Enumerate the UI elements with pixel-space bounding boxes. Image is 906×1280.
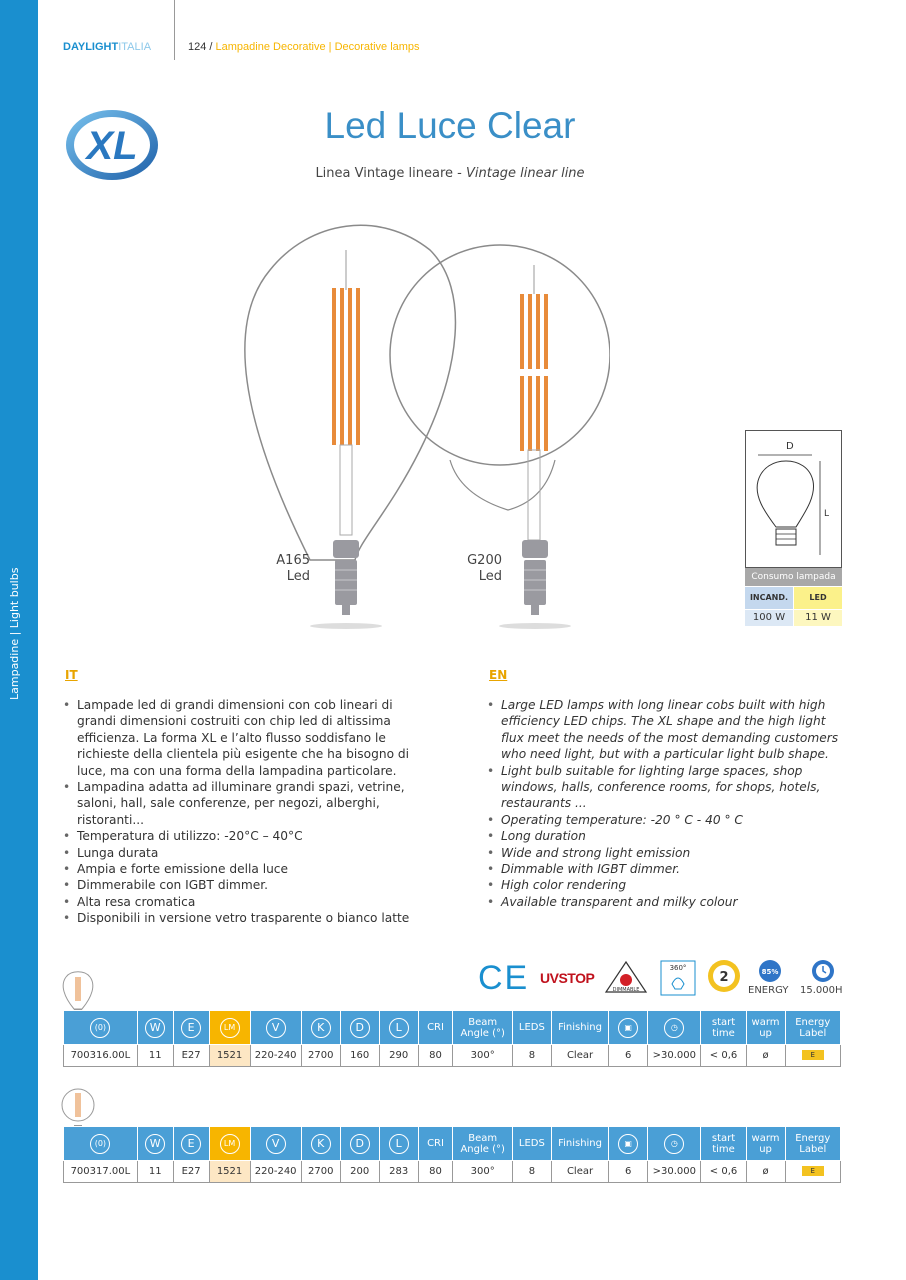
lumen-icon: LM — [220, 1134, 240, 1154]
table-header-row — [64, 1127, 841, 1161]
cri-value: 80 — [418, 1045, 453, 1067]
led-value: 11 W — [794, 610, 842, 626]
table-row — [64, 1161, 841, 1183]
finishing-header: Finishing — [551, 1127, 608, 1161]
incand-value: 100 W — [745, 610, 793, 626]
svg-text:D: D — [786, 441, 794, 452]
beam-header: Beam Angle (°) — [453, 1127, 512, 1161]
dimensions-diagram — [745, 430, 842, 568]
list-item: • High color rendering — [487, 877, 847, 893]
svg-text:360°: 360° — [669, 964, 687, 972]
cri-header: CRI — [418, 1011, 453, 1045]
list-item: • Light bulb suitable for lighting large spaces, shop windows, halls, conference rooms, for shops, hotels, restaurants ... — [487, 763, 847, 812]
watt-value: 11 — [137, 1161, 173, 1183]
list-item: • Disponibili in versione vetro trasparente o bianco latte — [63, 910, 423, 926]
length-icon: L — [389, 1134, 409, 1154]
leds-header: LEDS — [512, 1127, 551, 1161]
energy-header: Energy Label — [785, 1011, 841, 1045]
volt-value: 220-240 — [250, 1045, 301, 1067]
table-row — [64, 1045, 841, 1067]
energy-header: Energy Label — [785, 1127, 841, 1161]
diameter-value: 200 — [340, 1161, 379, 1183]
volt-icon: V — [266, 1018, 286, 1038]
life-value: >30.000 — [648, 1045, 701, 1067]
side-bar — [0, 0, 38, 1280]
product-code: 700317.00L — [64, 1161, 138, 1183]
list-item: • Lunga durata — [63, 845, 423, 861]
length-value: 290 — [379, 1045, 418, 1067]
leds-value: 8 — [512, 1045, 551, 1067]
lifetime-icon: ◷ — [664, 1018, 684, 1038]
list-item: • Lampade led di grandi dimensioni con cob lineari di grandi dimensioni costruiti con chip led di altissima efficienza. La forma XL e l’alto flusso soddisfano le richieste della clientela più esigente che ha bisogno di luce, ma con una forma della lampadina particolare. — [63, 697, 423, 779]
product-code: 700316.00L — [64, 1045, 138, 1067]
uvstop-icon: UVSTOP — [540, 970, 595, 986]
warm-header: warm up — [746, 1127, 785, 1161]
hours-text: 15.000H — [800, 985, 843, 996]
list-item: • Dimmable with IGBT dimmer. — [487, 861, 847, 877]
leds-value: 8 — [512, 1161, 551, 1183]
lang-label-en: EN — [489, 668, 508, 682]
angle-360-icon — [660, 960, 696, 996]
lumen-value: 1521 — [209, 1045, 250, 1067]
start-value: < 0,6 — [701, 1045, 746, 1067]
life-value: >30.000 — [648, 1161, 701, 1183]
leds-header: LEDS — [512, 1011, 551, 1045]
lumen-value: 1521 — [209, 1161, 250, 1183]
list-item: • Lampadina adatta ad illuminare grandi spazi, vetrine, saloni, hall, sale conferenze, per negozi, alberghi, ristoranti... — [63, 779, 423, 828]
length-icon: L — [389, 1018, 409, 1038]
energy-text: ENERGY — [748, 985, 789, 996]
length-value: 283 — [379, 1161, 418, 1183]
list-item: • Dimmerabile con IGBT dimmer. — [63, 877, 423, 893]
kelvin-icon: K — [311, 1134, 331, 1154]
list-item: • Long duration — [487, 828, 847, 844]
base-icon: E — [181, 1018, 201, 1038]
warm-value: ø — [746, 1161, 785, 1183]
warranty-badge-icon — [707, 959, 741, 995]
energy-label-icon: E — [785, 1161, 841, 1183]
clock-icon — [811, 959, 835, 983]
lumen-icon: LM — [220, 1018, 240, 1038]
code-icon: (0) — [90, 1134, 110, 1154]
start-header: start time — [701, 1011, 746, 1045]
finishing-value: Clear — [551, 1045, 608, 1067]
list-item: • Large LED lamps with long linear cobs built with high efficiency LED chips. The XL shape and the high light flux meet the needs of the most demanding customers who need light, but with a particular light bulb shape. — [487, 697, 847, 763]
beam-value: 300° — [453, 1045, 512, 1067]
led-label: LED — [794, 587, 842, 609]
svg-text:DIMMABLE: DIMMABLE — [612, 987, 640, 993]
warm-value: ø — [746, 1045, 785, 1067]
diameter-icon: D — [350, 1018, 370, 1038]
kelvin-value: 2700 — [301, 1161, 340, 1183]
description-en — [487, 697, 847, 910]
volt-icon: V — [266, 1134, 286, 1154]
diameter-value: 160 — [340, 1045, 379, 1067]
cri-value: 80 — [418, 1161, 453, 1183]
package-icon: ▣ — [618, 1018, 638, 1038]
spec-table-700316 — [63, 1010, 841, 1067]
list-item: • Alta resa cromatica — [63, 894, 423, 910]
side-label: Lampadine | Light bulbs — [8, 567, 21, 700]
pack-value: 6 — [609, 1045, 648, 1067]
page-subtitle: Linea Vintage lineare - Vintage linear line — [315, 166, 585, 181]
page-breadcrumb: 124 / Lampadine Decorative | Decorative lamps — [188, 41, 420, 53]
base-value: E27 — [173, 1161, 209, 1183]
watt-icon: W — [145, 1134, 165, 1154]
list-item: • Available transparent and milky colour — [487, 894, 847, 910]
beam-header: Beam Angle (°) — [453, 1011, 512, 1045]
bulb-label-a165: A165 Led — [276, 553, 310, 584]
volt-value: 220-240 — [250, 1161, 301, 1183]
watt-icon: W — [145, 1018, 165, 1038]
base-icon: E — [181, 1134, 201, 1154]
kelvin-icon: K — [311, 1018, 331, 1038]
beam-value: 300° — [453, 1161, 512, 1183]
list-item: • Ampia e forte emissione della luce — [63, 861, 423, 877]
header-divider — [174, 0, 175, 60]
start-header: start time — [701, 1127, 746, 1161]
certifications-row — [478, 958, 848, 998]
consumption-header: Consumo lampada — [745, 568, 842, 586]
cri-header: CRI — [418, 1127, 453, 1161]
warm-header: warm up — [746, 1011, 785, 1045]
spec-table-700317 — [63, 1126, 841, 1183]
diameter-icon: D — [350, 1134, 370, 1154]
description-it — [63, 697, 423, 927]
incand-label: INCAND. — [745, 587, 793, 609]
finishing-value: Clear — [551, 1161, 608, 1183]
brand-logo: DAYLIGHTITALIA — [63, 41, 152, 53]
start-value: < 0,6 — [701, 1161, 746, 1183]
svg-text:85%: 85% — [761, 968, 779, 976]
page-title: Led Luce Clear — [324, 105, 576, 146]
list-item: • Operating temperature: -20 ° C - 40 ° C — [487, 812, 847, 828]
svg-text:2: 2 — [719, 970, 729, 985]
code-icon: (0) — [90, 1018, 110, 1038]
energy-label-icon: E — [785, 1045, 841, 1067]
bulb-label-g200: G200 Led — [467, 553, 502, 584]
svg-text:XL: XL — [86, 124, 138, 168]
list-item: • Wide and strong light emission — [487, 845, 847, 861]
base-value: E27 — [173, 1045, 209, 1067]
ce-mark-icon: CE — [478, 959, 530, 997]
lang-label-it: IT — [65, 668, 78, 682]
finishing-header: Finishing — [551, 1011, 608, 1045]
bulb-g200-icon — [390, 245, 610, 465]
package-icon: ▣ — [618, 1134, 638, 1154]
dimmable-icon — [604, 960, 648, 996]
list-item: • Temperatura di utilizzo: -20°C – 40°C — [63, 828, 423, 844]
table-header-row — [64, 1011, 841, 1045]
xl-logo-icon — [62, 107, 162, 183]
watt-value: 11 — [137, 1045, 173, 1067]
pack-value: 6 — [609, 1161, 648, 1183]
lifetime-icon: ◷ — [664, 1134, 684, 1154]
energy-saving-icon — [758, 959, 782, 983]
kelvin-value: 2700 — [301, 1045, 340, 1067]
svg-text:L: L — [824, 509, 830, 519]
